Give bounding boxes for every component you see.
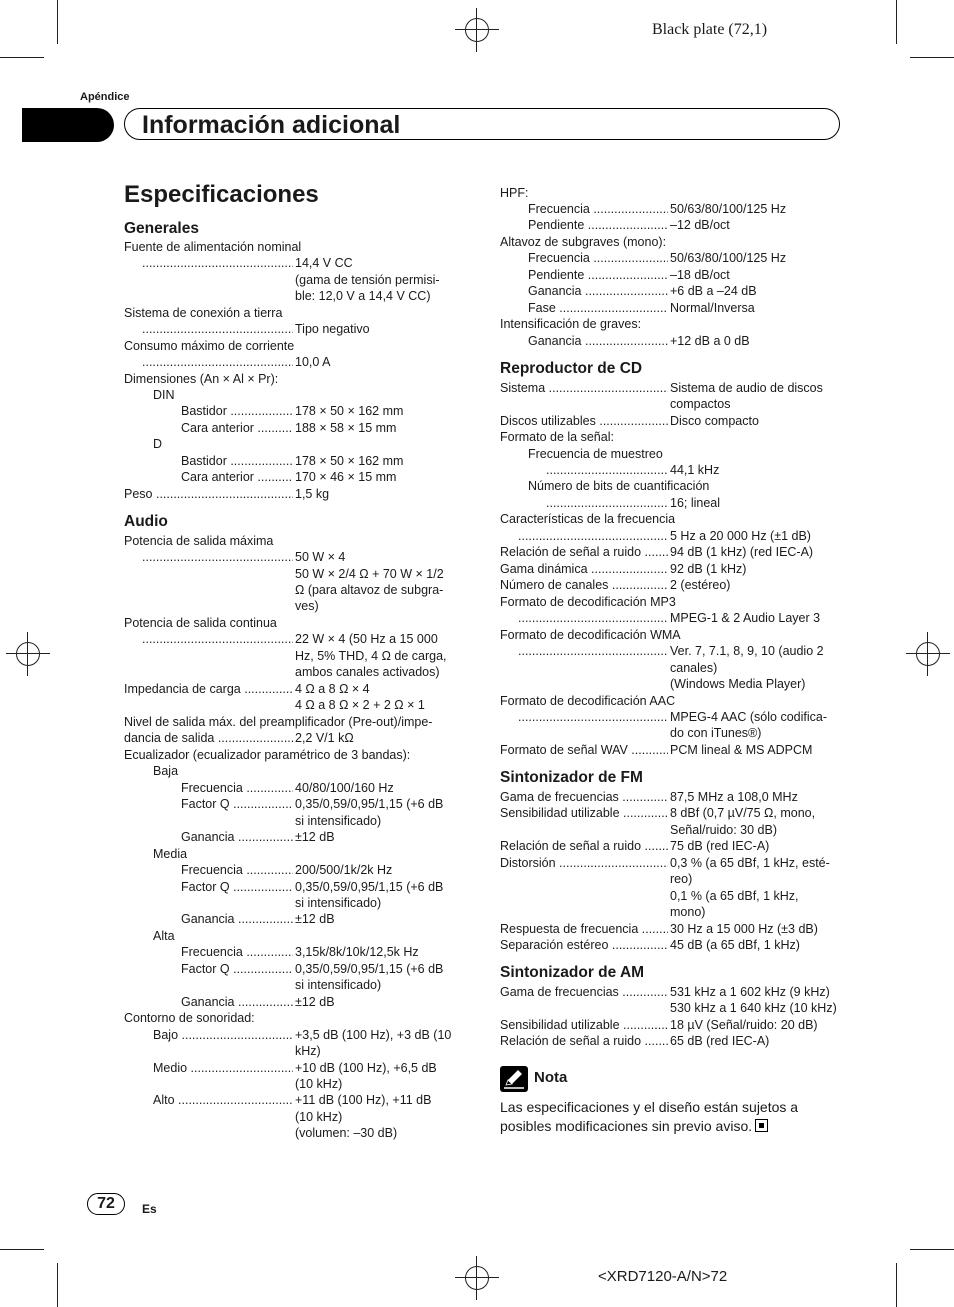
spec-text: HPF: — [500, 186, 529, 200]
spec-text: 18 µV (Señal/ruido: 20 dB) — [670, 1018, 818, 1032]
spec-text: PCM lineal & MS ADPCM — [670, 743, 813, 757]
spec-text: ves) — [295, 599, 319, 613]
spec-text: Ω (para altavoz de subgra- — [295, 583, 444, 597]
spec-label: Relación de señal a ruido ..... — [500, 1033, 668, 1050]
dot-leader — [142, 321, 293, 338]
note-label: Nota — [534, 1069, 568, 1086]
page-number: 72 — [87, 1193, 125, 1215]
spec-text: MPEG-4 AAC (sólo codifica- — [670, 710, 827, 724]
section-heading: Reproductor de CD — [500, 360, 643, 377]
spec-label: Factor Q ..... — [181, 879, 293, 896]
spec-text: compactos — [670, 397, 731, 411]
spec-label: Gama de frecuencias ..... — [500, 984, 668, 1001]
spec-text: Intensificación de graves: — [500, 317, 642, 331]
spec-text: 0,3 % (a 65 dBf, 1 kHz, esté- — [670, 856, 830, 870]
language-code: Es — [142, 1202, 157, 1216]
spec-label: Relación de señal a ruido ..... — [500, 544, 668, 561]
pencil-note-icon — [500, 1066, 528, 1092]
spec-label: Sensibilidad utilizable ..... — [500, 805, 668, 822]
spec-text: +3,5 dB (100 Hz), +3 dB (10 — [295, 1028, 452, 1042]
spec-text: MPEG-1 & 2 Audio Layer 3 — [670, 611, 821, 625]
spec-text: 44,1 kHz — [670, 463, 720, 477]
spec-text: 50/63/80/100/125 Hz — [670, 202, 787, 216]
spec-text: Dimensiones (An × Al × Pr): — [124, 372, 279, 386]
spec-text: Fuente de alimentación nominal — [124, 240, 302, 254]
dot-leader — [142, 549, 293, 566]
spec-text: (volumen: –30 dB) — [295, 1126, 398, 1140]
spec-text: Formato de decodificación AAC — [500, 694, 676, 708]
spec-text: Características de la frecuencia — [500, 512, 676, 526]
spec-text: 530 kHz a 1 640 kHz (10 kHz) — [670, 1001, 837, 1015]
spec-text: ambos canales activados) — [295, 665, 440, 679]
spec-label: Ganancia ..... — [181, 994, 293, 1011]
spec-text: +10 dB (100 Hz), +6,5 dB — [295, 1061, 437, 1075]
dot-leader — [518, 709, 668, 726]
spec-text: 2,2 V/1 kΩ — [295, 731, 354, 745]
spec-label: Factor Q ..... — [181, 796, 293, 813]
spec-label: Fase ..... — [528, 300, 668, 317]
spec-text: 94 dB (1 kHz) (red IEC-A) — [670, 545, 814, 559]
banner-title: Información adicional — [142, 111, 401, 139]
banner-tab — [22, 108, 114, 142]
spec-label: Factor Q ..... — [181, 961, 293, 978]
spec-label: Respuesta de frecuencia ..... — [500, 921, 668, 938]
spec-text: 188 × 58 × 15 mm — [295, 421, 397, 435]
dot-leader — [142, 631, 293, 648]
spec-text: Disco compacto — [670, 414, 759, 428]
spec-text: 4 Ω a 8 Ω × 2 + 2 Ω × 1 — [295, 698, 425, 712]
spec-label: Número de canales ..... — [500, 577, 668, 594]
spec-text: Contorno de sonoridad: — [124, 1011, 255, 1025]
spec-text: 75 dB (red IEC-A) — [670, 839, 770, 853]
spec-label: Ganancia ..... — [181, 911, 293, 928]
dot-leader — [518, 643, 668, 660]
spec-text: reo) — [670, 872, 693, 886]
spec-text: (gama de tensión permisi- — [295, 273, 440, 287]
section-heading: Sintonizador de FM — [500, 769, 643, 786]
spec-text: 87,5 MHz a 108,0 MHz — [670, 790, 798, 804]
registration-mark-top — [455, 8, 499, 52]
spec-text: 50 W × 4 — [295, 550, 346, 564]
spec-label: Ganancia ..... — [181, 829, 293, 846]
dot-leader — [546, 462, 668, 479]
spec-label: Gama de frecuencias ..... — [500, 789, 668, 806]
spec-label: Frecuencia ..... — [528, 250, 668, 267]
dot-leader — [518, 610, 668, 627]
spec-label: Ganancia ..... — [528, 283, 668, 300]
spec-label: Distorsión ..... — [500, 855, 668, 872]
spec-text: 40/80/100/160 Hz — [295, 781, 394, 795]
spec-text: 45 dB (a 65 dBf, 1 kHz) — [670, 938, 800, 952]
spec-text: +6 dB a –24 dB — [670, 284, 757, 298]
spec-text: DIN — [153, 388, 175, 402]
spec-text: 178 × 50 × 162 mm — [295, 454, 404, 468]
spec-text: Formato de la señal: — [500, 430, 614, 444]
spec-label: Bastidor ..... — [181, 453, 293, 470]
spec-text: Ecualizador (ecualizador paramétrico de 3 bandas): — [124, 748, 411, 762]
spec-text: Formato de decodificación WMA — [500, 628, 681, 642]
spec-text: 0,35/0,59/0,95/1,15 (+6 dB — [295, 797, 444, 811]
spec-label: Frecuencia ..... — [181, 862, 293, 879]
spec-text: Potencia de salida continua — [124, 616, 277, 630]
spec-text: 0,1 % (a 65 dBf, 1 kHz, — [670, 889, 799, 903]
spec-label: Pendiente ..... — [528, 217, 668, 234]
spec-text: 22 W × 4 (50 Hz a 15 000 — [295, 632, 438, 646]
spec-text: Hz, 5% THD, 4 Ω de carga, — [295, 649, 447, 663]
spec-text: Consumo máximo de corriente — [124, 339, 295, 353]
spec-label: Cara anterior ..... — [181, 420, 293, 437]
note-text — [500, 1098, 840, 1136]
spec-text: ±12 dB — [295, 995, 335, 1009]
spec-text: 65 dB (red IEC-A) — [670, 1034, 770, 1048]
spec-label: Frecuencia ..... — [181, 944, 293, 961]
spec-text: 16; lineal — [670, 496, 721, 510]
dot-leader — [518, 528, 668, 545]
spec-text: 4 Ω a 8 Ω × 4 — [295, 682, 370, 696]
section-heading: Generales — [124, 220, 199, 237]
spec-text: Potencia de salida máxima — [124, 534, 274, 548]
section-heading: Audio — [124, 513, 168, 530]
spec-text: 1,5 kg — [295, 487, 330, 501]
spec-text: ±12 dB — [295, 830, 335, 844]
spec-label: Gama dinámica ..... — [500, 561, 668, 578]
spec-text: 2 (estéreo) — [670, 578, 731, 592]
spec-text: Media — [153, 847, 188, 861]
spec-label: Sistema ..... — [500, 380, 668, 397]
spec-text: 531 kHz a 1 602 kHz (9 kHz) — [670, 985, 830, 999]
spec-text: (Windows Media Player) — [670, 677, 806, 691]
spec-text: –18 dB/oct — [670, 268, 730, 282]
registration-mark-right — [906, 632, 950, 676]
end-mark-icon — [755, 1119, 768, 1132]
plate-label: Black plate (72,1) — [652, 21, 768, 38]
note-body: Las especificaciones y el diseño están sujetos a posibles modificaciones sin previo aviso. — [500, 1099, 799, 1134]
spec-label: Pendiente ..... — [528, 267, 668, 284]
spec-label: dancia de salida ..... — [124, 730, 293, 747]
spec-text: 0,35/0,59/0,95/1,15 (+6 dB — [295, 962, 444, 976]
spec-text: Baja — [153, 764, 179, 778]
spec-text: ble: 12,0 V a 14,4 V CC) — [295, 289, 431, 303]
dot-leader — [142, 255, 293, 272]
spec-label: Alto ..... — [153, 1092, 293, 1109]
spec-label: Cara anterior ..... — [181, 469, 293, 486]
spec-text: 30 Hz a 15 000 Hz (±3 dB) — [670, 922, 818, 936]
spec-text: 3,15k/8k/10k/12,5k Hz — [295, 945, 419, 959]
spec-label: Frecuencia ..... — [181, 780, 293, 797]
spec-text: si intensificado) — [295, 978, 382, 992]
spec-label: Ganancia ..... — [528, 333, 668, 350]
spec-text: 178 × 50 × 162 mm — [295, 404, 404, 418]
registration-mark-left — [6, 632, 50, 676]
spec-text: (10 kHz) — [295, 1077, 343, 1091]
spec-label: Impedancia de carga ..... — [124, 681, 293, 698]
spec-text: D — [153, 437, 163, 451]
spec-text: 200/500/1k/2k Hz — [295, 863, 393, 877]
spec-text: Sistema de audio de discos — [670, 381, 823, 395]
spec-text: 8 dBf (0,7 µV/75 Ω, mono, — [670, 806, 816, 820]
spec-text: si intensificado) — [295, 896, 382, 910]
spec-text: canales) — [670, 661, 718, 675]
spec-label: Sensibilidad utilizable ..... — [500, 1017, 668, 1034]
spec-text: Formato de decodificación MP3 — [500, 595, 676, 609]
spec-text: +12 dB a 0 dB — [670, 334, 750, 348]
spec-label: Bastidor ..... — [181, 403, 293, 420]
page-title: Especificaciones — [124, 181, 319, 208]
registration-mark-bottom — [455, 1256, 499, 1300]
spec-text: Sistema de conexión a tierra — [124, 306, 283, 320]
dot-leader — [142, 354, 293, 371]
spec-text: ±12 dB — [295, 912, 335, 926]
spec-text: (10 kHz) — [295, 1110, 343, 1124]
spec-text: Altavoz de subgraves (mono): — [500, 235, 667, 249]
spec-text: Tipo negativo — [295, 322, 370, 336]
section-heading: Sintonizador de AM — [500, 964, 645, 981]
spec-label: Medio ..... — [153, 1060, 293, 1077]
spec-text: Frecuencia de muestreo — [528, 447, 663, 461]
spec-text: do con iTunes®) — [670, 726, 762, 740]
spec-text: Normal/Inversa — [670, 301, 755, 315]
spec-text: Ver. 7, 7.1, 8, 9, 10 (audio 2 — [670, 644, 824, 658]
spec-text: 50 W × 2/4 Ω + 70 W × 1/2 — [295, 567, 444, 581]
spec-text: Número de bits de cuantificación — [528, 479, 710, 493]
spec-text: mono) — [670, 905, 706, 919]
spec-label: Frecuencia ..... — [528, 201, 668, 218]
spec-text: Señal/ruido: 30 dB) — [670, 823, 778, 837]
spec-label: Relación de señal a ruido ..... — [500, 838, 668, 855]
spec-text: 92 dB (1 kHz) — [670, 562, 747, 576]
spec-text: 10,0 A — [295, 355, 331, 369]
spec-label: Bajo ..... — [153, 1027, 293, 1044]
spec-text: si intensificado) — [295, 814, 382, 828]
spec-text: 5 Hz a 20 000 Hz (±1 dB) — [670, 529, 811, 543]
spec-label: Formato de señal WAV ..... — [500, 742, 668, 759]
spec-label: Peso ..... — [124, 486, 293, 503]
dot-leader — [546, 495, 668, 512]
spec-label: Discos utilizables ..... — [500, 413, 668, 430]
spec-text: Nivel de salida máx. del preamplificador (Pre-out)/impe- — [124, 715, 433, 729]
section-label: Apéndice — [80, 91, 130, 103]
spec-text: kHz) — [295, 1044, 321, 1058]
spec-text: –12 dB/oct — [670, 218, 730, 232]
spec-text: +11 dB (100 Hz), +11 dB — [295, 1093, 432, 1107]
model-code: <XRD7120-A/N>72 — [598, 1268, 728, 1285]
spec-label: Separación estéreo ..... — [500, 937, 668, 954]
spec-text: 14,4 V CC — [295, 256, 353, 270]
spec-text: 50/63/80/100/125 Hz — [670, 251, 787, 265]
spec-text: 0,35/0,59/0,95/1,15 (+6 dB — [295, 880, 444, 894]
spec-text: Alta — [153, 929, 175, 943]
spec-text: 170 × 46 × 15 mm — [295, 470, 397, 484]
